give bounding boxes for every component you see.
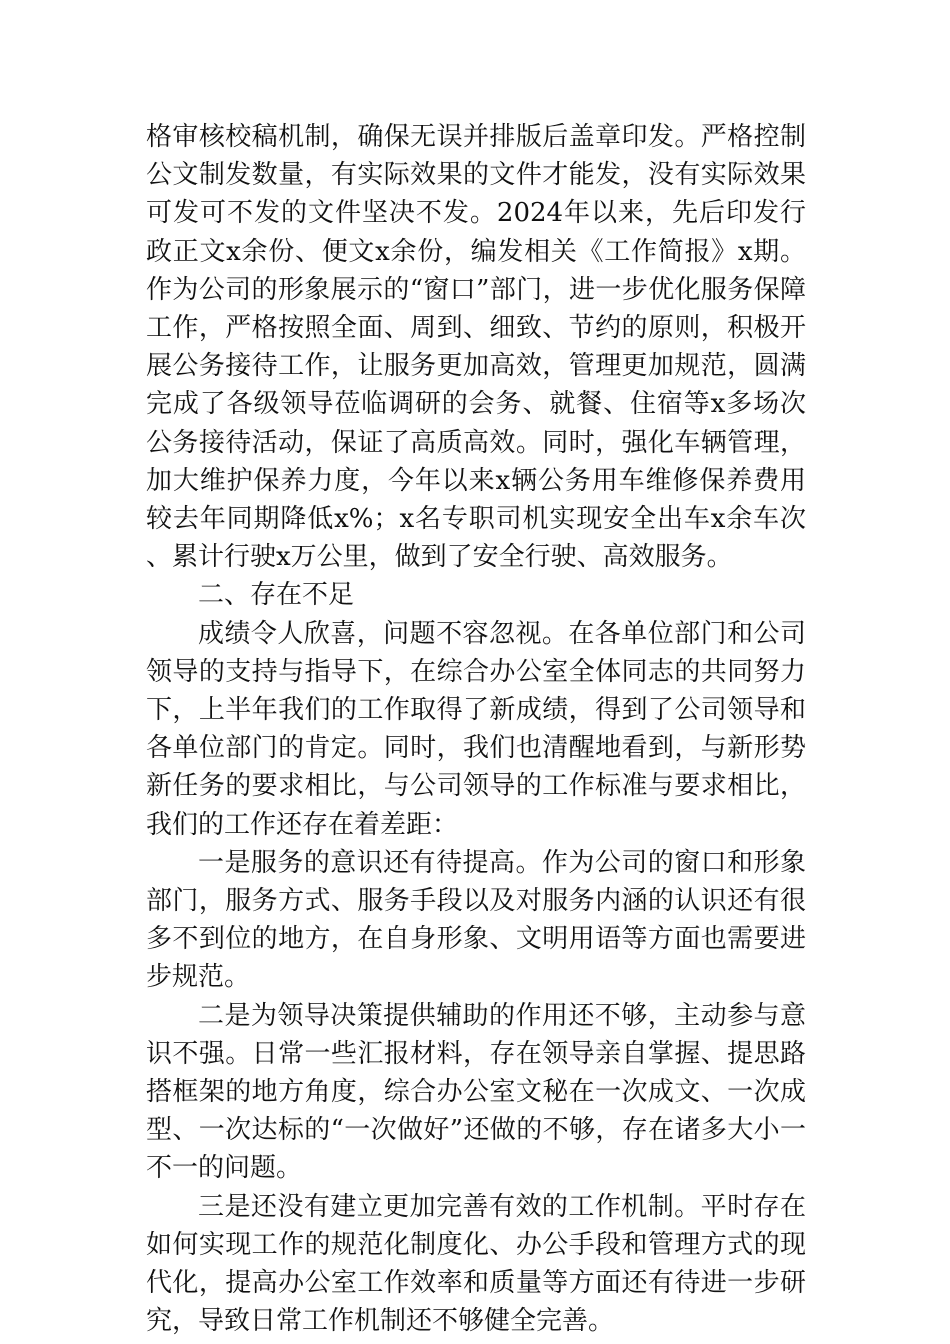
document-body <box>146 118 806 1341</box>
paragraph-point-2: 二是为领导决策提供辅助的作用还不够，主动参与意识不强。日常一些汇报材料，存在领导亲自掌握、提思路搭框架的地方角度，综合办公室文秘在一次成文、一次成型、一次达标的“一次做好”还做的不够，存在诸多大小一不一的问题。 <box>146 1000 806 1184</box>
section-heading: 二、存在不足 <box>198 580 355 611</box>
paragraph-intro: 成绩令人欣喜，问题不容忽视。在各单位部门和公司领导的支持与指导下，在综合办公室全体同志的共同努力下，上半年我们的工作取得了新成绩，得到了公司领导和各单位部门的肯定。同时，我们也清醒地看到，与新形势新任务的要求相比，与公司领导的工作标准与要求相比，我们的工作还存在着差距： <box>146 618 806 840</box>
paragraph-point-1: 一是服务的意识还有待提高。作为公司的窗口和形象部门，服务方式、服务手段以及对服务内涵的认识还有很多不到位的地方，在自身形象、文明用语等方面也需要进步规范。 <box>146 847 806 993</box>
paragraph-continued: 格审核校稿机制，确保无误并排版后盖章印发。严格控制公文制发数量，有实际效果的文件才能发，没有实际效果可发可不发的文件坚决不发。2024年以来，先后印发行政正文x余份、便文x余份，编发相关《工作简报》x期。作为公司的形象展示的“窗口”部门，进一步优化服务保障工作，严格按照全面、周到、细致、节约的原则，积极开展公务接待工作，让服务更加高效，管理更加规范，圆满完成了各级领导莅临调研的会务、就餐、住宿等x多场次公务接待活动，保证了高质高效。同时，强化车辆管理，加大维护保养力度，今年以来x辆公务用车维修保养费用较去年同期降低x%；x名专职司机实现安全出车x余车次、累计行驶x万公里，做到了安全行驶、高效服务。 <box>146 122 806 573</box>
paragraph-point-3: 三是还没有建立更加完善有效的工作机制。平时存在如何实现工作的规范化制度化、办公手段和管理方式的现代化，提高办公室工作效率和质量等方面还有待进一步研究，导致日常工作机制还不够健全完善。 <box>146 1191 806 1337</box>
